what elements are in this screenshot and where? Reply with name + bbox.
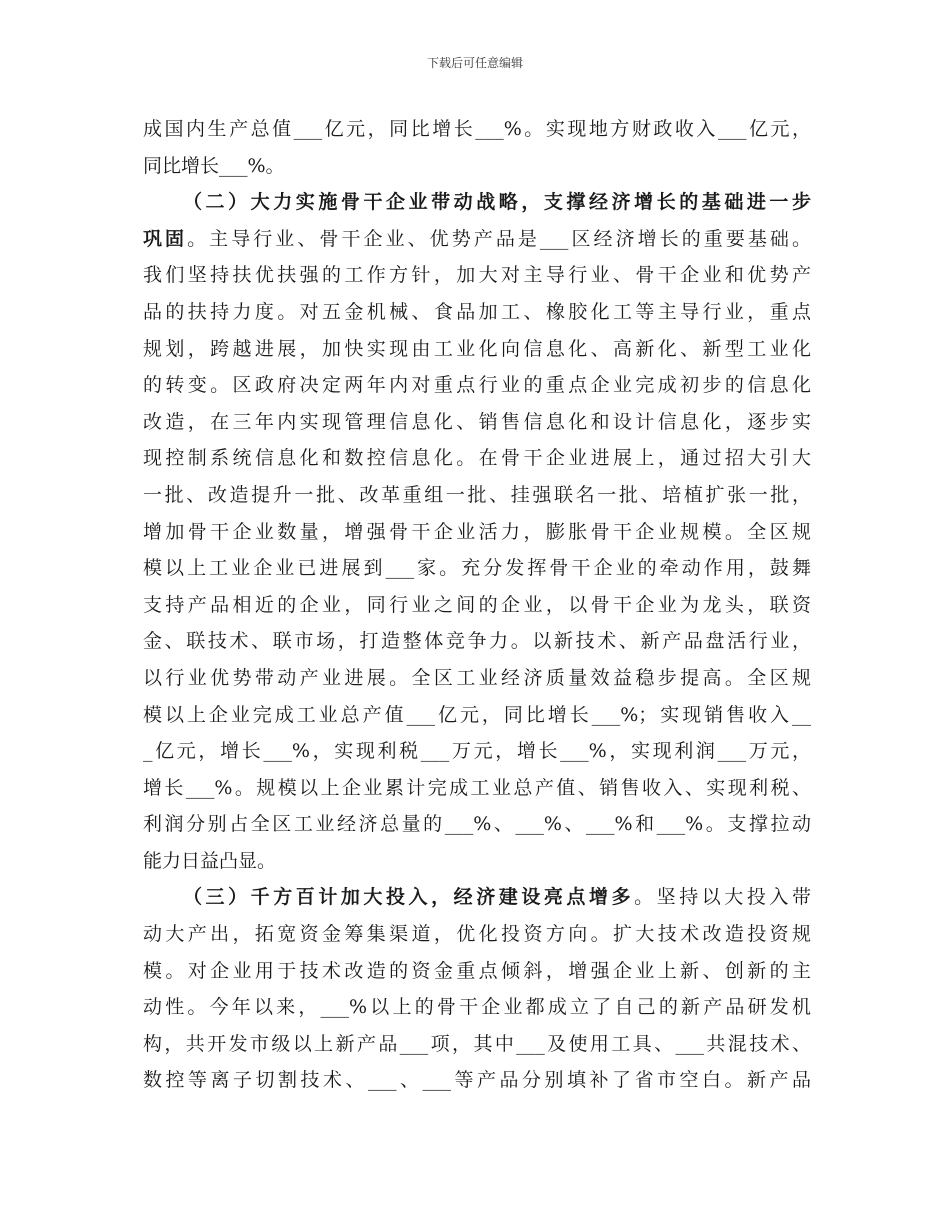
text-line bbox=[143, 733, 811, 770]
line-text: 一批、改造提升一批、改革重组一批、挂强联名一批、培植扩张一批， bbox=[143, 483, 811, 506]
line-text: 。坚持以大投入带 bbox=[634, 886, 811, 909]
line-text: 模以上工业企业已进展到___家。充分发挥骨干企业的牵动作用，鼓舞 bbox=[143, 557, 811, 580]
text-line bbox=[143, 221, 811, 258]
text-line bbox=[143, 806, 811, 843]
text-line bbox=[143, 697, 811, 734]
line-text: 增加骨干企业数量，增强骨干企业活力，膨胀骨干企业规模。全区规 bbox=[143, 520, 811, 543]
line-text: 支持产品相近的企业，同行业之间的企业，以骨干企业为龙头，联资 bbox=[143, 593, 811, 616]
text-line bbox=[143, 367, 811, 404]
text-line bbox=[143, 550, 811, 587]
line-text: 品的扶持力度。对五金机械、食品加工、橡胶化工等主导行业，重点 bbox=[143, 300, 811, 323]
line-text: 模。对企业用于技术改造的资金重点倾斜，增强企业上新、创新的主 bbox=[143, 959, 811, 982]
text-line bbox=[143, 440, 811, 477]
text-line bbox=[143, 660, 811, 697]
text-line bbox=[143, 1062, 811, 1099]
line-text: 数控等离子切割技术、___、___等产品分别填补了省市空白。新产品 bbox=[143, 1069, 811, 1092]
bold-heading: 巩固 bbox=[143, 227, 188, 250]
text-line bbox=[143, 184, 811, 221]
text-line bbox=[143, 770, 811, 807]
line-text: 改造，在三年内实现管理信息化、销售信息化和设计信息化，逐步实 bbox=[143, 410, 811, 433]
document-body bbox=[143, 111, 811, 1099]
line-text: 我们坚持扶优扶强的工作方针，加大对主导行业、骨干企业和优势产 bbox=[143, 264, 811, 287]
page-header: 下载后可任意编辑 bbox=[426, 56, 523, 70]
line-text: 利润分别占全区工业经济总量的___%、___%、___%和___%。支撑拉动 bbox=[143, 813, 811, 836]
line-text: 动性。今年以来，___%以上的骨干企业都成立了自己的新产品研发机 bbox=[143, 996, 811, 1019]
text-line bbox=[143, 514, 811, 551]
line-text: 以行业优势带动产业进展。全区工业经济质量效益稳步提高。全区规 bbox=[143, 666, 811, 689]
line-text: 构，共开发市级以上新产品___项，其中___及使用工具、___共混技术、 bbox=[143, 1032, 811, 1055]
line-text: 的转变。区政府决定两年内对重点行业的重点企业完成初步的信息化 bbox=[143, 374, 811, 397]
line-text: 规划，跨越进展，加快实现由工业化向信息化、高新化、新型工业化 bbox=[143, 337, 811, 360]
text-line bbox=[143, 843, 811, 880]
text-line bbox=[143, 879, 811, 916]
text-line bbox=[143, 916, 811, 953]
line-text: 增长___%。规模以上企业累计完成工业总产值、销售收入、实现利税、 bbox=[143, 776, 811, 799]
text-line bbox=[143, 111, 811, 148]
line-text: 现控制系统信息化和数控信息化。在骨干企业进展上，通过招大引大 bbox=[143, 447, 811, 470]
text-line bbox=[143, 404, 811, 441]
text-line bbox=[143, 623, 811, 660]
line-text: 同比增长___%。 bbox=[143, 154, 285, 177]
text-line bbox=[143, 587, 811, 624]
bold-heading: （三）千方百计加大投入，经济建设亮点增多 bbox=[183, 886, 635, 909]
line-text: 能力日益凸显。 bbox=[143, 849, 277, 872]
line-text: 模以上企业完成工业总产值___亿元，同比增长___%；实现销售收入__ bbox=[143, 703, 811, 726]
text-line bbox=[143, 953, 811, 990]
text-line bbox=[143, 257, 811, 294]
bold-heading: （二）大力实施骨干企业带动战略，支撑经济增长的基础进一步 bbox=[183, 191, 811, 214]
line-text: 。主导行业、骨干企业、优势产品是___区经济增长的重要基础。 bbox=[187, 227, 811, 250]
line-text: 金、联技术、联市场，打造整体竞争力。以新技术、新产品盘活行业， bbox=[143, 630, 811, 653]
text-line bbox=[143, 294, 811, 331]
text-line bbox=[143, 331, 811, 368]
line-text: _亿元，增长___%，实现利税___万元，增长___%，实现利润___万元， bbox=[143, 740, 811, 763]
line-text: 动大产出，拓宽资金筹集渠道，优化投资方向。扩大技术改造投资规 bbox=[143, 923, 811, 946]
text-line bbox=[143, 477, 811, 514]
text-line bbox=[143, 148, 811, 185]
text-line bbox=[143, 1026, 811, 1063]
text-line bbox=[143, 989, 811, 1026]
line-text: 成国内生产总值___亿元，同比增长___%。实现地方财政收入___亿元， bbox=[143, 118, 811, 140]
